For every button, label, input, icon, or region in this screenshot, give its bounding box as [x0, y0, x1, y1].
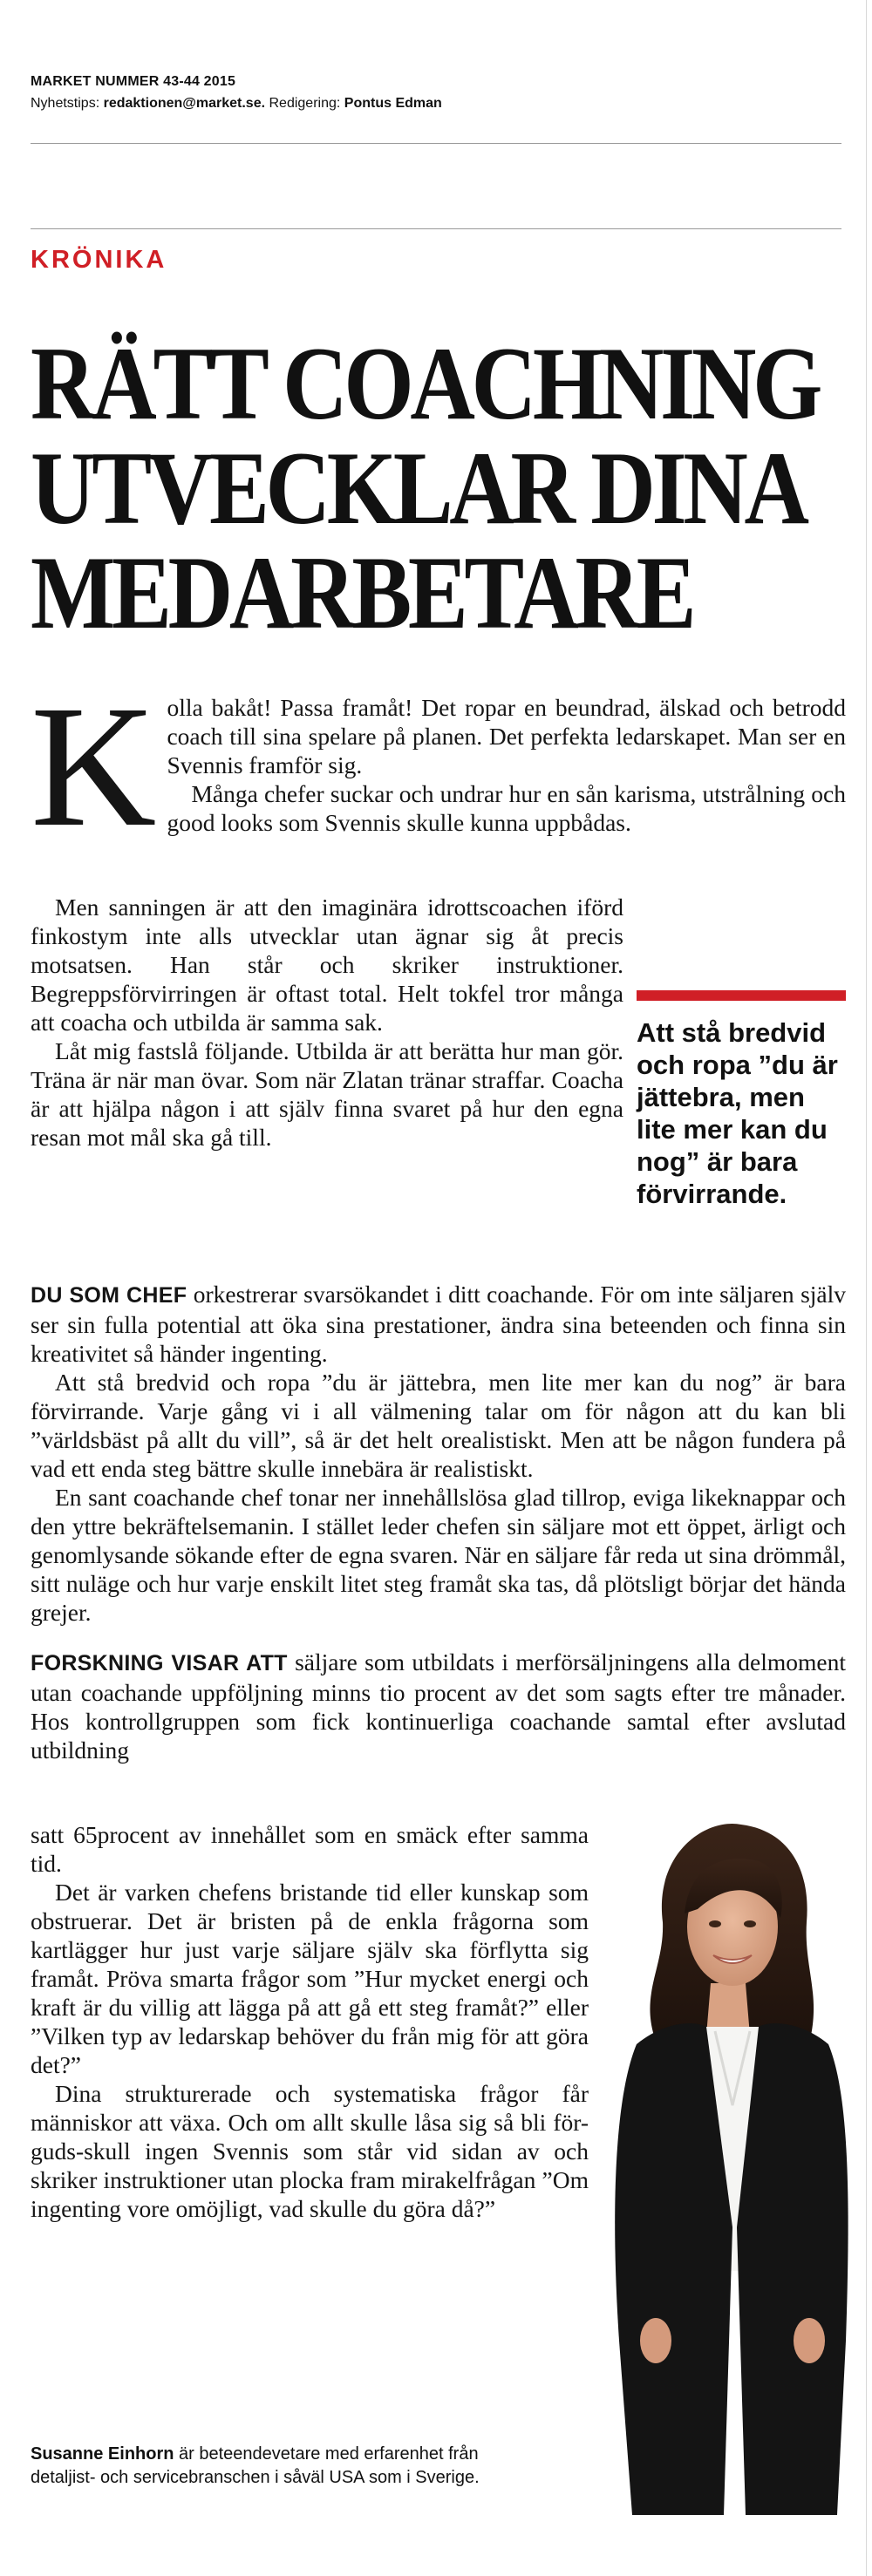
- headline: [31, 325, 820, 650]
- section3-paragraph-1-text: säljare som utbildats i merförsäljningens alla delmoment utan coachande uppföljning minns tio procent av det som sagts efter tre månader. Hos kontrollgruppen som fick kontinuerliga coachande samtal efter avslutad utbildning: [31, 1648, 847, 1764]
- lead-paragraph-1: olla bakåt! Passa framåt! Det ropar en beundrad, älskad och betrodd coach till sina spelare på planen. Det perfekta ledarskapet. Man ser en Svennis framför sig.: [167, 694, 846, 778]
- section3-paragraph-1: [31, 1648, 846, 1764]
- tips-label: Nyhetstips:: [31, 96, 100, 111]
- pull-quote: [637, 990, 846, 1210]
- author-name: Susanne Einhorn: [31, 2444, 174, 2464]
- editor-name: Pontus Edman: [344, 96, 442, 111]
- lead-paragraph-3: Men sanningen är att den imaginära idrottscoachen iförd finkostym inte alls utvecklar utan ägnar sig åt precis motsatsen. Han står och skriker instruktioner. Begreppsförvirringen är oftast total. Helt tokfel tror många att coacha och utbilda är samma sak.: [31, 894, 623, 1036]
- pull-quote-text: Att stå bredvid och ropa ”du är jättebra, men lite mer kan du nog” är bara förvirrande.: [637, 1017, 838, 1209]
- drop-cap: K: [31, 670, 157, 863]
- section3-paragraph-2: Det är varken chefens bristande tid eller kunskap som obstruerar. Det är bristen på de enkla frågorna som kartlägger hur just varje säljare själv ska förflytta sig framåt. Pröva smarta frågor som ”Hur mycket energi och kraft är du villig att lägga på att gå ett steg framåt?” eller ”Vilken typ av ledarskap behöver du från mig för att göra det?”: [31, 1879, 589, 2078]
- section3-kicker: FORSKNING VISAR ATT: [31, 1651, 288, 1675]
- page-edge-rule: [866, 0, 867, 2576]
- section2-paragraph-1: [31, 1280, 846, 1368]
- tips-email-link[interactable]: redaktionen@market.se.: [103, 96, 266, 111]
- section-du-som-chef: [31, 1280, 846, 1627]
- section2-kicker: DU SOM CHEF: [31, 1283, 187, 1308]
- masthead-divider: [31, 143, 841, 144]
- section3-narrow-column: [31, 1820, 589, 2223]
- section2-paragraph-3: En sant coachande chef tonar ner innehållslösa glad tillrop, eviga likeknappar och den yttre bekräftelsemanin. I stället leder chefen sin säljare mot ett öppet, ärligt och genomlysande sökande efter de egna svaren. När en säljare får reda ut sina drömmål, sitt nuläge och hur varje enskilt litet steg framåt ska tas, då plötsligt börjar det hända grejer.: [31, 1484, 846, 1626]
- editor-label: Redigering:: [269, 96, 341, 111]
- headline-line-1: RÄTT COACHNING: [31, 325, 820, 441]
- headline-line-3: MEDARBETARE: [31, 534, 693, 650]
- author-bio: är beteendevetare med erfarenhet från detaljist- och servicebranschen i såväl USA som i Sverige.: [31, 2444, 480, 2487]
- author-portrait-photo: [602, 1818, 850, 2524]
- headline-line-2: UTVECKLAR DINA: [31, 430, 806, 546]
- section-forskning: [31, 1648, 846, 1764]
- section3-paragraph-1-end: satt 65procent av innehållet som en smäck efter samma tid.: [31, 1821, 589, 1877]
- section3-paragraph-3: Dina strukturerade och systematiska frågor får människor att växa. Och om allt skulle låsa sig så bli för-guds-skull ingen Svennis som står vid sidan av och skriker instruktioner utan plocka fram mirakelfrågan ”Om ingenting vore omöjligt, vad skulle du göra då?”: [31, 2080, 589, 2222]
- author-byline: [31, 2443, 519, 2490]
- credits-line: [31, 92, 841, 115]
- section-label: KRÖNIKA: [31, 246, 167, 274]
- lead-paragraph-2: Många chefer suckar och undrar hur en sån karisma, utstrålning och good looks som Svennis skulle kunna uppbådas.: [167, 780, 846, 836]
- publication-issue: MARKET NUMMER 43-44 2015: [31, 74, 236, 89]
- lead-section: [31, 670, 846, 863]
- masthead: [31, 71, 841, 115]
- pull-quote-bar: [637, 990, 846, 1001]
- section-divider: [31, 228, 841, 229]
- section2-paragraph-1-text: orkestrerar svarsökandet i ditt coachande. För om inte säljaren själv ser sin fulla potential att öka sina prestationer, ändra sina beteenden och finna sin kreativitet så händer ingenting.: [31, 1281, 847, 1367]
- lead-paragraph-4: Låt mig fastslå följande. Utbilda är att berätta hur man gör. Träna är när man övar. Som när Zlatan tränar straffar. Coacha är att hjälpa någon i att själv finna svaret på hur den egna resan mot mål ska gå till.: [31, 1037, 623, 1151]
- section2-paragraph-2: Att stå bredvid och ropa ”du är jättebra, men lite mer kan du nog” är bara förvirrande. Varje gång vi i all välmening talar om för någon att du kan bli ”världsbäst på allt du vill”, så är det helt orealistiskt. Men att be någon fundera på vad ett enda steg bättre skulle innebära är realistiskt.: [31, 1369, 846, 1482]
